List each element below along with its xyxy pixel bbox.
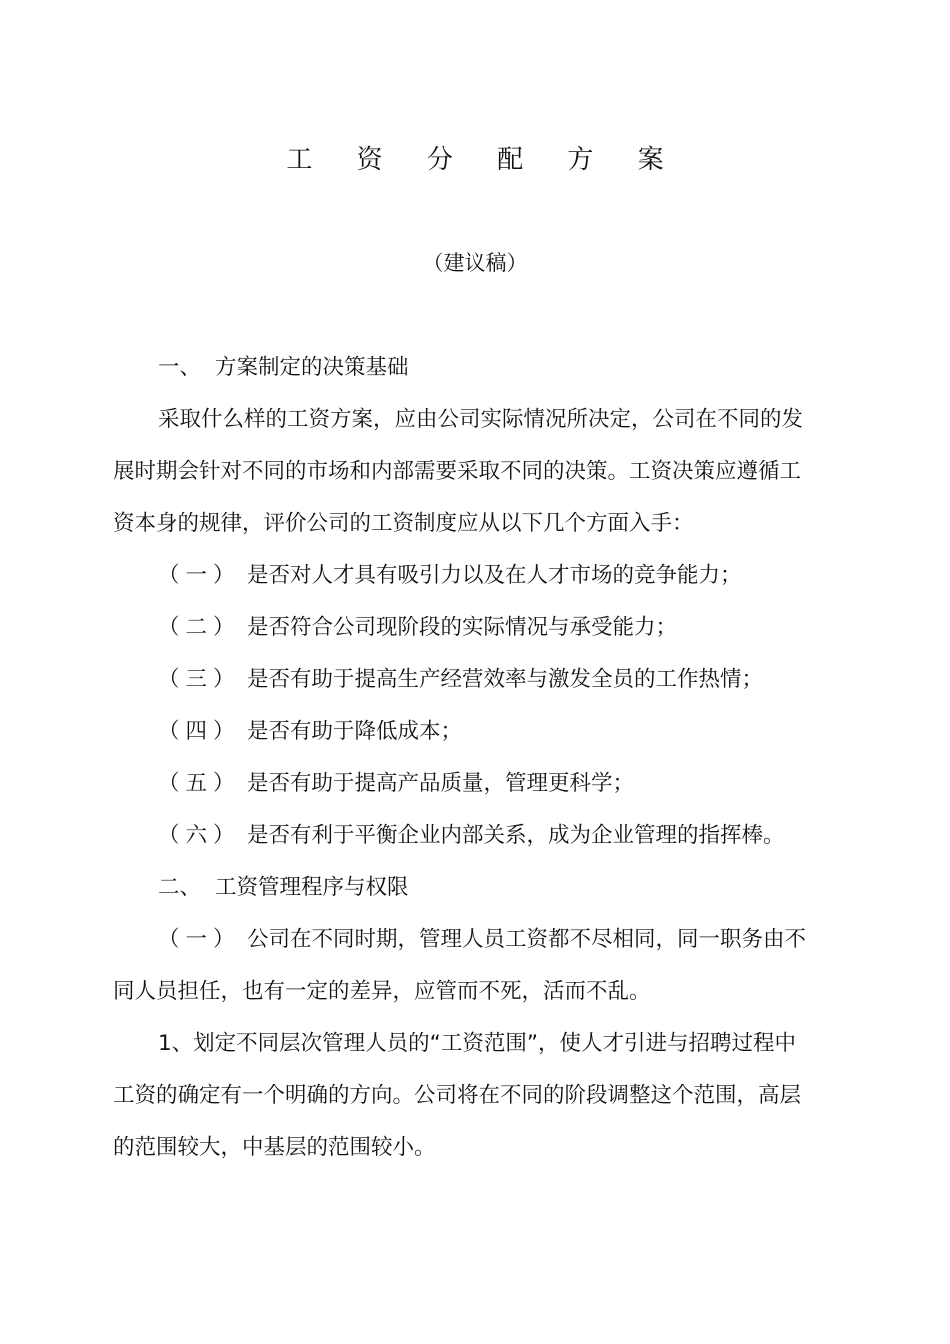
criterion-label-5: （五） (158, 771, 241, 796)
criterion-text-3: 是否有助于提高生产经营效率与激发全员的工作热情； (247, 667, 764, 692)
intro-line-2: 展时期会针对不同的市场和内部需要采取不同的决策。工资决策应遵循工 (113, 459, 802, 484)
point1-line-1: 1、划定不同层次管理人员的“工资范围”，使人才引进与招聘过程中 (158, 1031, 796, 1056)
point1-line-2: 工资的确定有一个明确的方向。公司将在不同的阶段调整这个范围，高层 (113, 1083, 802, 1108)
intro-line-1: 采取什么样的工资方案，应由公司实际情况所决定，公司在不同的发 (158, 407, 804, 432)
criterion-text-1: 是否对人才具有吸引力以及在人才市场的竞争能力； (247, 563, 742, 588)
document-title: 工 资 分 配 方 案 (286, 145, 682, 175)
document-subtitle: （建议稿） (422, 251, 528, 275)
section2-heading: 工资管理程序与权限 (215, 875, 409, 900)
criterion-label-1: （一） (158, 563, 241, 588)
criterion-label-6: （六） (158, 823, 241, 848)
criterion-label-2: （二） (158, 615, 241, 640)
section2-item1-label: （一） (158, 927, 241, 952)
criterion-text-4: 是否有助于降低成本； (247, 719, 463, 744)
section2-number: 二、 (158, 875, 202, 900)
criterion-label-4: （四） (158, 719, 241, 744)
criterion-text-5: 是否有助于提高产品质量，管理更科学； (247, 771, 635, 796)
criterion-text-2: 是否符合公司现阶段的实际情况与承受能力； (247, 615, 678, 640)
section1-number: 一、 (158, 355, 202, 380)
intro-line-3: 资本身的规律，评价公司的工资制度应从以下几个方面入手： (113, 511, 694, 536)
criterion-label-3: （三） (158, 667, 241, 692)
section1-heading: 方案制定的决策基础 (215, 355, 409, 380)
criterion-text-6: 是否有利于平衡企业内部关系，成为企业管理的指挥棒。 (247, 823, 785, 848)
point1-line-3: 的范围较大，中基层的范围较小。 (113, 1135, 436, 1160)
section2-item1-line2: 同人员担任，也有一定的差异，应管而不死，活而不乱。 (113, 979, 651, 1004)
section2-item1-line1: 公司在不同时期，管理人员工资都不尽相同，同一职务由不 (247, 927, 807, 952)
